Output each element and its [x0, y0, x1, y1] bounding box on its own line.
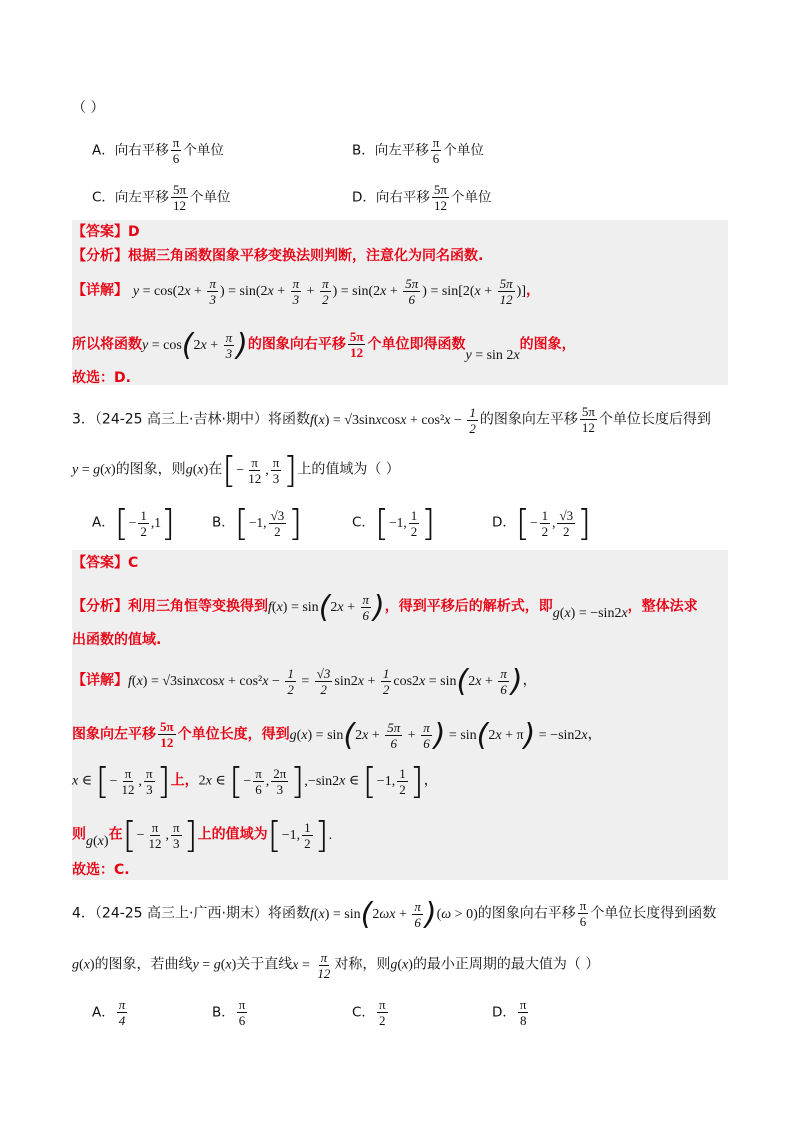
option-tail: 个单位 [190, 189, 231, 206]
answer-value: C [128, 555, 139, 571]
option-label: D． [492, 1004, 516, 1021]
fraction [432, 182, 449, 213]
q2-answer [72, 222, 140, 242]
q3-analysis-line2: 出函数的值域. [72, 632, 162, 648]
option-label: A． [92, 1004, 115, 1021]
q3-option-a: A．[− $\frac{1}{2}$ ,1] [92, 502, 176, 544]
num: 5π [172, 182, 187, 197]
q3-stem: 3．（24-25 高三上·吉林·期中）将函数f(x) = √3sinxcosx + cos²x − $\frac{1}{2}$ 的图象向左平移 $\frac{5\pi}{12}$ 个单位长度后得到 [72, 404, 711, 436]
q3-detail-line4: 则g(x)在[− $\frac{\pi}{12}$ , $\frac{\pi}{3}$ ]上的值域为[−1, $\frac{1}{2}$ ]. [72, 814, 333, 856]
detail-tag: 【详解】 [72, 672, 128, 689]
den: 12 [433, 198, 447, 213]
text: 的最小正周期的最大值为（ ） [412, 956, 600, 973]
q4-option-a: A． $\frac{\pi}{4}$ [92, 997, 126, 1028]
text: 的图象，若曲线 [94, 956, 193, 973]
text: 的图象， [519, 336, 576, 353]
den: 6 [172, 151, 180, 166]
option-label: C． [352, 514, 375, 531]
q3-option-d: D．[− $\frac{1}{2}$ , $\frac{√3}{2}$ ] [492, 502, 592, 544]
q4-option-c: C． $\frac{\pi}{2}$ [352, 997, 386, 1028]
q2-option-d [352, 182, 491, 213]
text: 关于直线 [236, 956, 293, 973]
num: 5π [433, 182, 447, 197]
text: ，整体法求 [627, 598, 698, 615]
text: 个单位长度后得到 [598, 411, 711, 428]
fraction [171, 182, 188, 213]
q3-option-c: C．[−1, $\frac{1}{2}$ ] [352, 502, 436, 544]
option-label: B． [212, 1004, 235, 1021]
q2-option-b [352, 135, 484, 166]
q3-analysis: 【分析】利用三角恒等变换得到f(x) = sin(2x + $\frac{\pi}{6}$ )，得到平移后的解析式，即g(x) = −sin2x，整体法求 [72, 589, 698, 625]
option-label: B．向左平移 [352, 142, 429, 159]
text: 个单位长度，得到 [177, 726, 290, 743]
q2-paren: （ ） [72, 100, 105, 116]
q3-detail: 【详解】f(x) = √3sinxcosx + cos²x − $\frac{1}{2}$ = $\frac{√3}{2}$ sin2x + $\frac{1}{2}$ cos2x = sin(2x + $\frac{\pi}{6}$ )， [72, 663, 537, 699]
option-tail: 个单位 [450, 189, 492, 206]
text: 个单位长度得到函数 [590, 905, 717, 922]
analysis-tag: 【分析】 [72, 248, 128, 264]
q2-choose: 故选：D. [72, 370, 131, 386]
option-tail: 个单位 [443, 142, 484, 159]
q2-analysis [72, 246, 483, 266]
text: ，得到平移后的解析式，即 [384, 598, 553, 615]
text: 3．（24-25 高三上·吉林·期中）将函数 [72, 411, 310, 428]
text: 对称，则 [334, 956, 391, 973]
text: 利用三角恒等变换得到 [128, 598, 268, 615]
q3-answer [72, 553, 138, 573]
text: 上的值域为 [197, 826, 268, 843]
q3-stem-line2: y = g(x)的图象，则g(x)在[− $\frac{\pi}{12}$ , $\frac{\pi}{3}$ ]上的值域为（ ） [72, 449, 400, 491]
option-label: A．向右平移 [92, 142, 169, 159]
den: 12 [172, 198, 186, 213]
detail-tail: ， [526, 282, 540, 299]
num: π [432, 135, 440, 150]
text: 在 [208, 461, 223, 478]
fraction [431, 135, 442, 166]
q4-option-d: D． $\frac{\pi}{8}$ [492, 997, 527, 1028]
q4-stem-line2: g(x)的图象，若曲线y = g(x)关于直线x = $\frac{\pi}{12}$ 对称，则g(x)的最小正周期的最大值为（ ） [72, 950, 600, 981]
answer-value: D [128, 224, 140, 240]
text: 所以将函数 [72, 336, 142, 353]
q3-detail-line2: 图象向左平移 $\frac{5\pi}{12}$ 个单位长度，得到g(x) = sin(2x + $\frac{5\pi}{6}$ + $\frac{\pi}{6}$ ) = sin(2x + π) = −sin2x， [72, 717, 602, 753]
den: 6 [432, 151, 440, 166]
q2-detail [72, 276, 540, 307]
option-label: A． [92, 514, 115, 531]
fraction [171, 135, 182, 166]
num: π [172, 135, 180, 150]
q3-detail-line3: x ∈ [− $\frac{\pi}{12}$ , $\frac{\pi}{3}$ ]上，2x ∈ [− $\frac{\pi}{6}$ , $\frac{2\pi}{3}$ ],−sin2x ∈ [−1, $\frac{1}{2}$ ]， [72, 760, 438, 802]
q2-option-a [92, 135, 224, 166]
text: 的图象向左平移 [479, 411, 578, 428]
analysis-tag: 【分析】 [72, 598, 128, 615]
q3-choose: 故选：C. [72, 862, 130, 878]
q3-option-b: B．[−1, $\frac{√3}{2}$ ] [212, 502, 303, 544]
option-label: C．向左平移 [92, 189, 169, 206]
q4-option-b: B． $\frac{\pi}{6}$ [212, 997, 246, 1028]
q4-stem: 4．（24-25 高三上·广西·期末）将函数f(x) = sin(2ωx + $\frac{\pi}{6}$ )(ω > 0)的图象向右平移 $\frac{\pi}{6}$ 个单位长度得到函数 [72, 896, 717, 932]
detail-tag: 【详解】 [72, 282, 128, 299]
text: 在 [108, 826, 123, 843]
option-label: D．向右平移 [352, 189, 430, 206]
option-tail: 个单位 [183, 142, 224, 159]
q2-option-c [92, 182, 231, 213]
text: 的图象向右平移 [477, 905, 576, 922]
text: 4．（24-25 高三上·广西·期末）将函数 [72, 905, 310, 922]
text: 的图象，则 [115, 461, 186, 478]
text: 则 [72, 826, 86, 843]
option-label: C． [352, 1004, 375, 1021]
text: 的图象向右平移 [247, 336, 346, 353]
answer-tag: 【答案】 [72, 555, 128, 571]
q2-detail-line2: 所以将函数y = cos(2x + $\frac{\pi}{3}$ )的图象向右平移 $\frac{5\pi}{12}$ 个单位即得函数y = sin 2x的图象， [72, 327, 576, 363]
text: 个单位即得函数 [367, 336, 466, 353]
text: 上， [170, 772, 199, 789]
option-label: B． [212, 514, 235, 531]
formula: y = cos(2x + $\frac{\pi}{3}$ ) = sin(2x + $\frac{\pi}{3}$ + $\frac{\pi}{2}$ ) = sin(2x + $\frac{5\pi}{6}$ ) = sin[2(x + $\frac{5\pi}{12}$ )] [132, 276, 526, 307]
text: 图象向左平移 [72, 726, 156, 743]
text: 上的值域为（ ） [297, 461, 400, 478]
answer-tag: 【答案】 [72, 224, 128, 240]
option-label: D． [492, 514, 516, 531]
analysis-text: 根据三角函数图象平移变换法则判断，注意化为同名函数. [128, 248, 484, 264]
